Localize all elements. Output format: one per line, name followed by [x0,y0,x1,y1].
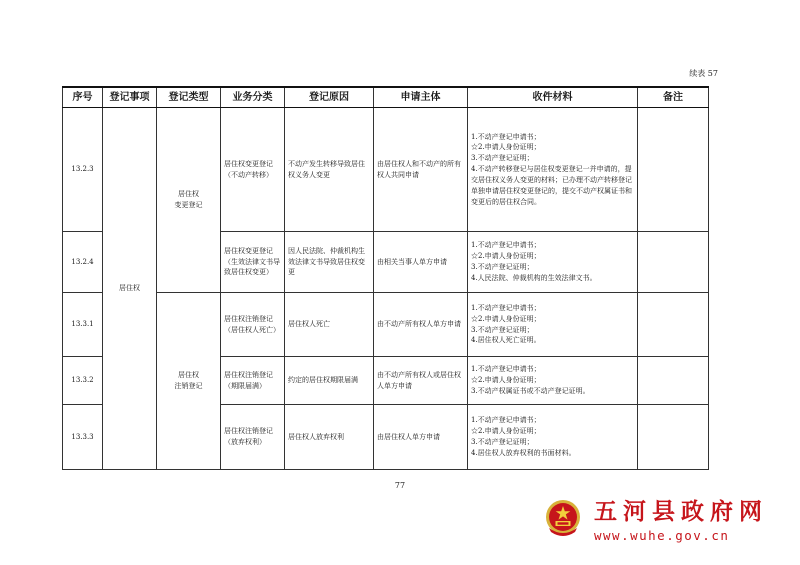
page-number: 77 [394,481,406,490]
remark [638,232,709,293]
remark [638,108,709,232]
type-cancel: 居住权 注销登记 [157,293,221,470]
table-row [63,108,709,232]
applicant: 由不动产所有权人单方申请 [374,293,468,357]
materials: 1.不动产登记申请书； ☆2.申请人身份证明； 3.不动产登记证明； 4.人民法院、仲裁机构的生效法律文书。 [468,232,638,293]
table-header-row [63,87,709,108]
national-emblem-icon [543,498,583,538]
materials: 1.不动产登记申请书； ☆2.申请人身份证明； 3.不动产登记证明； 4.不动产转移登记与居住权变更登记一并申请的，提交居住权义务人变更的材料；已办理不动产转移登记单独申请居住权变更登记的，提交不动产权属证书和变更后的居住权合同。 [468,108,638,232]
applicant: 由不动产所有权人或居住权人单方申请 [374,357,468,405]
category: 居住权注销登记（放弃权利） [221,405,285,470]
continued-label: 续表 57 [689,69,718,78]
category: 居住权注销登记（居住权人死亡） [221,293,285,357]
row-number: 13.2.3 [63,108,103,232]
row-number: 13.3.1 [63,293,103,357]
header-cell: 收件材料 [468,87,638,108]
header-cell: 登记原因 [285,87,374,108]
reason: 居住权人放弃权利 [285,405,374,470]
applicant: 由居住权人单方申请 [374,405,468,470]
remark [638,357,709,405]
row-number: 13.3.3 [63,405,103,470]
header-cell: 备注 [638,87,709,108]
header-cell: 登记事项 [103,87,157,108]
row-number: 13.2.4 [63,232,103,293]
item-name: 居住权 [103,108,157,470]
reason: 不动产发生转移导致居住权义务人变更 [285,108,374,232]
table-row [63,293,709,357]
reason: 因人民法院、仲裁机构生效法律文书导致居住权变更 [285,232,374,293]
registration-table [62,86,709,470]
site-domain: www.wuhe.gov.cn [594,528,730,543]
header-cell: 申请主体 [374,87,468,108]
materials: 1.不动产登记申请书； ☆2.申请人身份证明； 3.不动产登记证明； 4.居住权人死亡证明。 [468,293,638,357]
site-name: 五河县政府网 [594,499,768,525]
materials: 1.不动产登记申请书； ☆2.申请人身份证明； 3.不动产权属证书或不动产登记证明。 [468,357,638,405]
applicant: 由居住权人和不动产的所有权人共同申请 [374,108,468,232]
applicant: 由相关当事人单方申请 [374,232,468,293]
header-cell: 序号 [63,87,103,108]
header-cell: 登记类型 [157,87,221,108]
remark [638,293,709,357]
row-number: 13.3.2 [63,357,103,405]
category: 居住权注销登记（期限届满） [221,357,285,405]
materials: 1.不动产登记申请书； ☆2.申请人身份证明； 3.不动产登记证明； 4.居住权人放弃权利的书面材料。 [468,405,638,470]
reason: 居住权人死亡 [285,293,374,357]
remark [638,405,709,470]
category: 居住权变更登记（不动产转移） [221,108,285,232]
reason: 约定的居住权期限届满 [285,357,374,405]
header-cell: 业务分类 [221,87,285,108]
category: 居住权变更登记（生效法律文书导致居住权变更） [221,232,285,293]
type-change: 居住权 变更登记 [157,108,221,293]
